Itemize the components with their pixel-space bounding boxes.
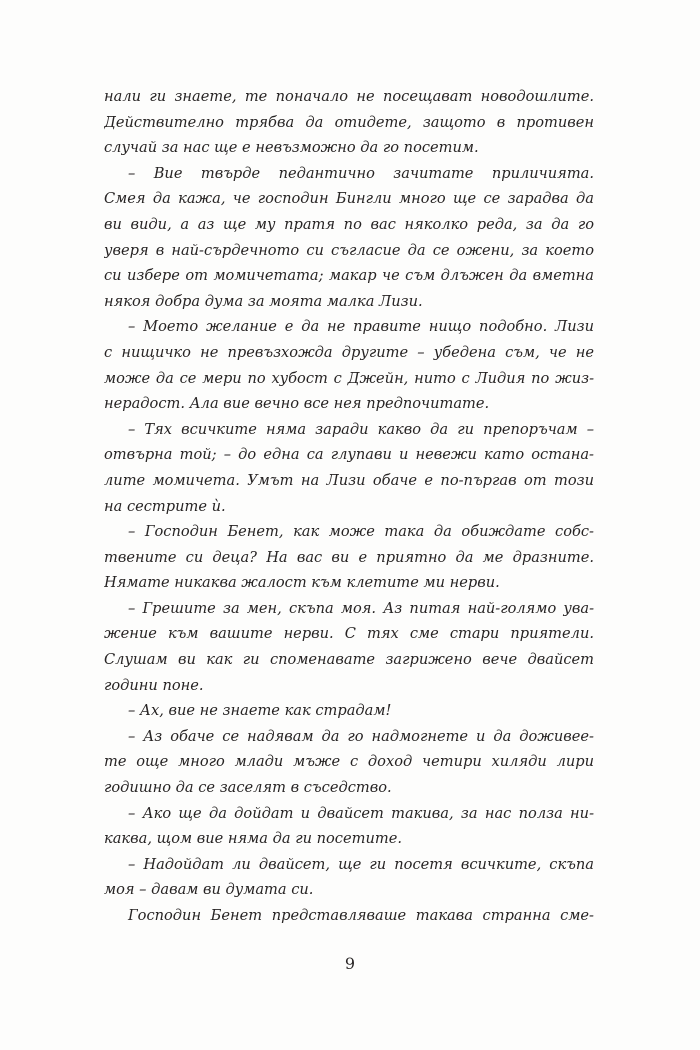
text-line: каква, щом вие няма да ги посетите. — [104, 830, 402, 848]
text-line: на сестрите ѝ. — [104, 497, 226, 515]
text-line: си избере от момичетата; макар че съм длъжен да вметна — [104, 267, 594, 285]
page-number: 9 — [344, 954, 356, 973]
body-text — [104, 84, 594, 929]
text-line: уверя в най-сърдечното си съгласие да се ожени, за което — [104, 241, 594, 259]
text-line: с нищичко не превъзхожда другите – убедена съм, че не — [104, 343, 594, 361]
text-line: някоя добра дума за моята малка Лизи. — [104, 292, 423, 310]
text-line: може да се мери по хубост с Джейн, нито с Лидия по жиз- — [104, 369, 594, 387]
text-line: – Вие твърде педантично зачитате приличията. — [128, 164, 594, 182]
text-line: моя – давам ви думата си. — [104, 881, 314, 899]
text-line: лите момичета. Умът на Лизи обаче е по-пъргав от този — [104, 471, 594, 489]
text-line: отвърна той; – до една са глупави и невежи като остана- — [104, 446, 594, 464]
text-line: Господин Бенет представляваше такава странна сме- — [128, 907, 594, 924]
text-line: Смея да кажа, че господин Бингли много ще се зарадва да — [104, 190, 594, 208]
text-line: – Тях всичките няма заради какво да ги препоръчам – — [128, 420, 594, 438]
text-line: те още много млади мъже с доход четири хиляди лири — [104, 753, 594, 771]
text-line: твените си деца? На вас ви е приятно да ме дразните. — [104, 548, 594, 566]
text-line: годишно да се заселят в съседство. — [104, 779, 392, 797]
text-line: Действително трябва да отидете, защото в противен — [104, 113, 594, 131]
text-line: жение към вашите нерви. С тях сме стари приятели. — [104, 625, 594, 643]
text-line: – Аз обаче се надявам да го надмогнете и да доживее- — [128, 727, 594, 745]
text-line: Нямате никаква жалост към клетите ми нерви. — [104, 574, 500, 592]
text-line: – Надойдат ли двайсет, ще ги посетя всичките, скъпа — [128, 855, 594, 873]
text-line: нали ги знаете, те поначало не посещават новодошлите. — [104, 88, 594, 105]
text-line: случай за нас ще е невъзможно да го посетим. — [104, 139, 479, 157]
text-line: Слушам ви как ги споменавате загрижено вече двайсет — [104, 651, 594, 669]
text-line: – Ах, вие не знаете как страдам! — [128, 702, 392, 720]
text-line: – Грешите за мен, скъпа моя. Аз питая най-голямо ува- — [128, 599, 594, 617]
text-line: – Ако ще да дойдат и двайсет такива, за нас полза ни- — [128, 804, 594, 822]
text-line: ви види, а аз ще му пратя по вас няколко реда, за да го — [104, 215, 594, 233]
text-line: – Моето желание е да не правите нищо подобно. Лизи — [128, 318, 594, 336]
text-line: години поне. — [104, 676, 204, 694]
text-line: нерадост. Ала вие вечно все нея предпочитате. — [104, 395, 490, 413]
text-line: – Господин Бенет, как може така да обиждате собс- — [128, 523, 594, 541]
